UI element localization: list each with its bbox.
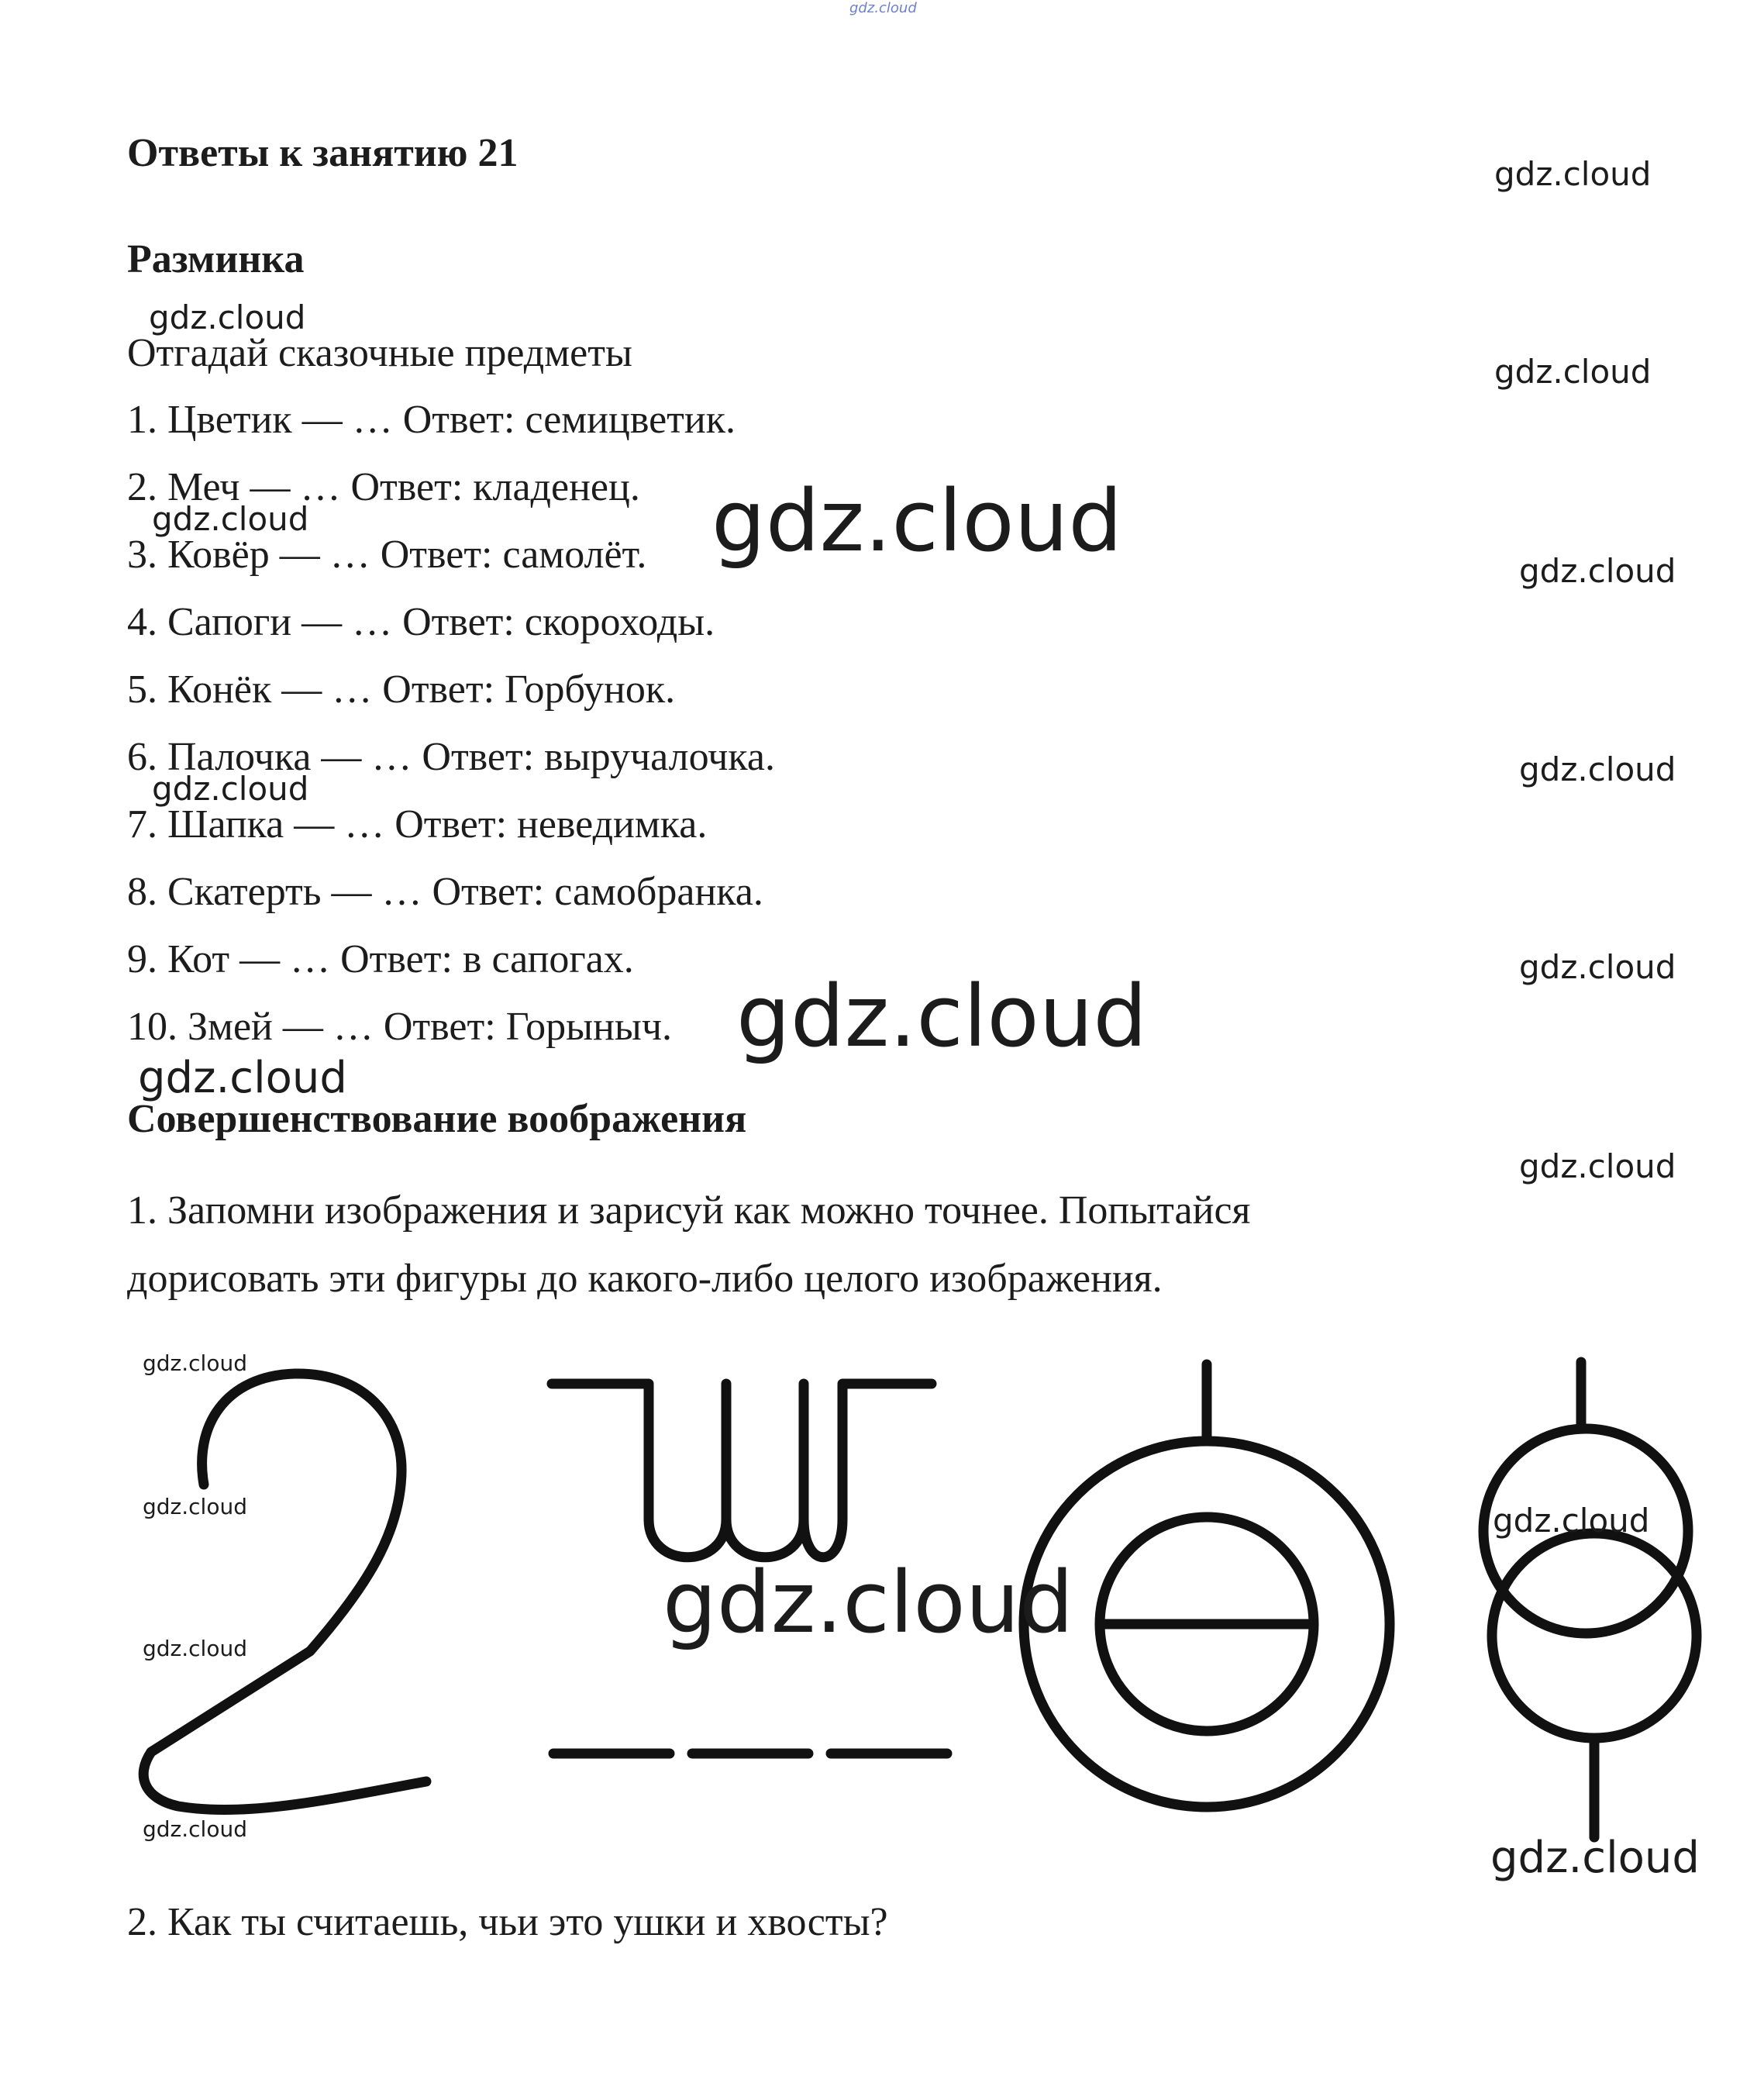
task-1-line-1: 1. Запомни изображения и зарисуй как можно точнее. Попытайся <box>127 1188 1251 1233</box>
watermark: gdz.cloud <box>1519 552 1676 590</box>
watermark: gdz.cloud <box>152 770 309 808</box>
list-item: 5. Конёк — … Ответ: Горбунок. <box>127 667 676 712</box>
watermark: gdz.cloud <box>149 298 306 336</box>
watermark: gdz.cloud <box>1494 155 1652 193</box>
list-item: 2. Меч — … Ответ: кладенец. <box>127 465 640 509</box>
two-curve-figure <box>143 1374 426 1810</box>
list-item: 8. Скатерть — … Ответ: самобранка. <box>127 870 763 914</box>
list-item: 6. Палочка — … Ответ: выручалочка. <box>127 735 775 779</box>
page-title: Ответы к занятию 21 <box>127 131 519 175</box>
task-1-line-2: дорисовать эти фигуры до какого-либо целого изображения. <box>127 1257 1163 1301</box>
watermark: gdz.cloud <box>1493 1502 1650 1540</box>
list-item: 7. Шапка — … Ответ: неведимка. <box>127 802 708 847</box>
task-2: 2. Как ты считаешь, чьи это ушки и хвосты? <box>127 1900 888 1944</box>
list-item: 10. Змей — … Ответ: Горыныч. <box>127 1005 672 1049</box>
watermark: gdz.cloud <box>1519 948 1676 986</box>
watermark-large: gdz.cloud <box>711 471 1123 571</box>
watermark: gdz.cloud <box>1519 750 1676 788</box>
circle-theta-figure <box>1024 1364 1390 1807</box>
section-heading-imagination: Совершенствование воображения <box>127 1097 747 1141</box>
watermark: gdz.cloud <box>138 1053 347 1103</box>
watermark-top: gdz.cloud <box>849 0 917 16</box>
list-item: 9. Кот — … Ответ: в сапогах. <box>127 937 634 981</box>
list-item: 3. Ковёр — … Ответ: самолёт. <box>127 533 647 577</box>
watermark: gdz.cloud <box>143 1494 247 1519</box>
watermark: gdz.cloud <box>1490 1833 1700 1883</box>
watermark: gdz.cloud <box>143 1636 247 1661</box>
list-item: 1. Цветик — … Ответ: семицветик. <box>127 398 736 442</box>
section-heading-warmup: Разминка <box>127 237 305 281</box>
warmup-prompt: Отгадай сказочные предметы <box>127 331 632 375</box>
watermark-large: gdz.cloud <box>663 1553 1074 1652</box>
watermark: gdz.cloud <box>1519 1147 1676 1185</box>
list-item: 4. Сапоги — … Ответ: скороходы. <box>127 600 715 644</box>
watermark: gdz.cloud <box>1494 353 1652 391</box>
watermark-large: gdz.cloud <box>736 967 1148 1066</box>
watermark: gdz.cloud <box>143 1350 247 1376</box>
watermark: gdz.cloud <box>152 500 309 538</box>
watermark: gdz.cloud <box>143 1816 247 1842</box>
double-circle-figure <box>1483 1362 1697 1837</box>
